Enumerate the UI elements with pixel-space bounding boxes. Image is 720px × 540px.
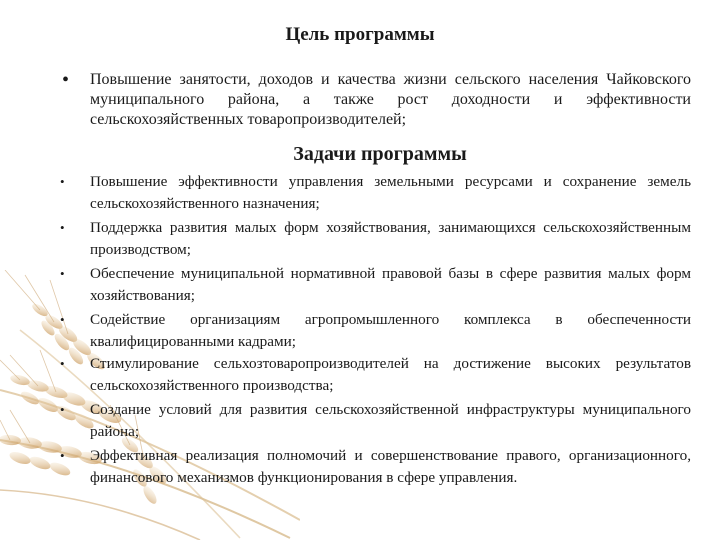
task-text: Эффективная реализация полномочий и совершенствование правого, организационного, финансового механизмов функционирования в сфере управления. [90,447,691,486]
bullet: • [60,448,65,463]
task-text: Повышение эффективности управления земельными ресурсами и сохранение земель сельскохозяйственного назначения; [90,173,691,212]
task-text: Поддержка развития малых форм хозяйствования, занимающихся сельскохозяйственным производством; [90,219,691,258]
bullet: • [60,356,65,371]
goal-text: Повышение занятости, доходов и качества жизни сельского населения Чайковского муниципального района, а также рост доходности и эффективности сельскохозяйственных товаропроизводителей; [90,71,691,128]
task-text: Стимулирование сельхозтоваропроизводителей на достижение высоких результатов сельскохозяйственного производства; [90,355,691,394]
task-item [60,171,691,215]
goal-item [62,69,691,130]
task-item [60,445,691,489]
task-item [60,263,691,307]
bullet: • [60,312,65,327]
bullet: • [60,266,65,281]
tasks-title: Задачи программы [293,143,467,165]
bullet: • [62,69,70,91]
task-text: Обеспечение муниципальной нормативной правовой базы в сфере развития малых форм хозяйствования; [90,265,691,304]
bullet: • [60,174,65,189]
task-text: Содействие организациям агропромышленного комплекса в обеспеченности квалифицированными кадрами; [90,311,691,350]
task-item [60,353,691,397]
task-text: Создание условий для развития сельскохозяйственной инфраструктуры муниципального района; [90,401,691,440]
bullet: • [60,402,65,417]
goal-title: Цель программы [285,24,435,45]
task-item [60,309,691,353]
task-item [60,217,691,261]
bullet: • [60,220,65,235]
task-item [60,399,691,443]
